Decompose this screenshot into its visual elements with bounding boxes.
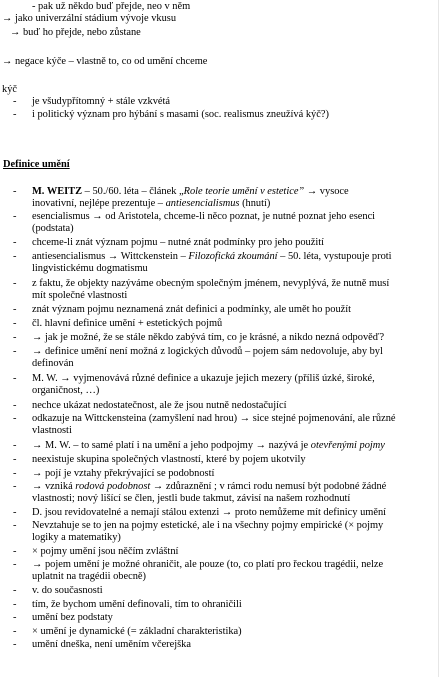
list-item-text: znát význam pojmu neznamená znát definici a podmínky, ale umět ho použít [32, 304, 352, 315]
list-item-text: i politický význam pro hýbání s masami (soc. realismus zneužívá kýč?) [32, 109, 329, 120]
text-fragment: lingvistickému dogmatismu [32, 263, 148, 275]
bullet-dash: - [13, 468, 17, 479]
text-fragment: uplatnit na tragédii obecně) [32, 571, 146, 583]
list-item-text: je všudypřítomný + stále vzkvétá [32, 96, 171, 107]
bullet-dash: - [13, 211, 17, 222]
bullet-dash: - [13, 304, 17, 315]
book-title: Filozofická zkoumání [188, 251, 278, 262]
list-item-text [32, 346, 436, 371]
list-item-text: neexistuje skupina společných vlastností, které by pojem ukotvily [32, 454, 306, 465]
intro-line-4: → negace kýče – vlastně to, co od umění chceme [2, 56, 208, 67]
text-fragment: → vzniká [32, 481, 76, 492]
list-item-text: čl. hlavní definice umění + estetických pojmů [32, 318, 223, 329]
list-item-text [32, 186, 436, 211]
intro-line-2: → jako univerzální stádium vývoje vkusu [2, 13, 177, 24]
text-fragment: → zdůraznění ; v rámci rodu nemusí být podobné žádné [150, 481, 387, 492]
bullet-dash: - [13, 639, 17, 650]
text-fragment: esencialismus → od Aristotela, chceme-li něco poznat, je nutné poznat jeho esenci [32, 211, 376, 222]
bullet-dash: - [13, 481, 17, 492]
text-fragment: (hnutí) [239, 198, 271, 210]
text-fragment: (podstata) [32, 223, 74, 235]
bullet-dash: - [13, 626, 17, 637]
list-item-text [32, 559, 436, 584]
intro-line-3: → buď ho přejde, nebo zůstane [10, 27, 141, 38]
list-item-text: → jak je možné, že se stále někdo zabývá tím, co je krásné, a nikdo nezná odpověď? [32, 332, 385, 343]
text-fragment: Nevztahuje se to jen na pojmy estetické, ale i na všechny pojmy empirické (× pojmy [32, 520, 384, 531]
intro-line-1: - pak už někdo buď přejde, neo v něm [32, 1, 191, 12]
term-italic: rodová podobnost [75, 481, 151, 492]
bullet-dash: - [13, 251, 17, 262]
text-fragment: M. W. → vyjmenovává různé definice a ukazuje jejich mezery (příliš úzké, široké, [32, 373, 375, 384]
bullet-dash: - [13, 559, 17, 570]
list-item-text [32, 373, 436, 398]
list-item-text: × umění je dynamické (= základní charakteristika) [32, 626, 242, 637]
list-item-text: × pojmy umění jsou něčím zvláštní [32, 546, 179, 557]
text-fragment: odkazuje na Wittckensteina (zamyšlení nad hrou) → sice stejné pojmenování, ale různé [32, 413, 396, 424]
text-fragment: mít společné vlastnosti [32, 290, 128, 302]
list-item-text: D. jsou revidovatelné a nemají stálou extenzi → proto nemůžeme mít definicy umění [32, 507, 387, 518]
text-fragment: – 50./60. léta – článek „ [82, 186, 184, 197]
kyc-label: kýč [2, 84, 18, 95]
list-item-text [32, 413, 436, 438]
bullet-dash: - [13, 186, 17, 197]
bullet-dash: - [13, 237, 17, 248]
term-italic: otevřenými pojmy [310, 440, 385, 451]
list-item-text [32, 440, 436, 452]
text-fragment: antiesencialismus → Wittckenstein – [32, 251, 189, 262]
article-title: Role teorie umění v estetice” [183, 186, 305, 197]
bullet-dash: - [13, 507, 17, 518]
list-item-text: chceme-li znát význam pojmu – nutné znát podmínky pro jeho použití [32, 237, 325, 248]
text-fragment: vlastnosti [32, 425, 72, 437]
term-italic: antiesencialismus [165, 198, 240, 210]
bullet-dash: - [13, 454, 17, 465]
text-fragment: → M. W. – to samé platí i na umění a jeho podpojmy → nazývá je [32, 440, 311, 451]
bullet-dash: - [13, 413, 17, 424]
bullet-dash: - [13, 278, 17, 289]
bullet-dash: - [13, 346, 17, 357]
bullet-dash: - [13, 612, 17, 623]
text-fragment: definován [32, 358, 74, 370]
bullet-dash: - [13, 332, 17, 343]
bullet-dash: - [13, 318, 17, 329]
bullet-dash: - [13, 96, 17, 107]
bullet-dash: - [13, 546, 17, 557]
list-item-text [32, 211, 436, 236]
text-fragment: z faktu, že objekty nazýváme obecným společným jménem, nevyplývá, že nutně musí [32, 278, 390, 289]
bullet-dash: - [13, 109, 17, 120]
author-name: M. WEITZ [32, 186, 83, 197]
list-item-text [32, 520, 436, 545]
list-item-text: → pojí je vztahy překrývající se podobností [32, 468, 215, 479]
text-fragment: → vysoce [304, 186, 349, 197]
text-fragment: organičnost, …) [32, 385, 100, 397]
bullet-dash: - [13, 400, 17, 411]
text-fragment: logiky a matematiky) [32, 532, 121, 544]
list-item-text: umění bez podstaty [32, 612, 113, 623]
bullet-dash: - [13, 520, 17, 531]
list-item-text [32, 481, 436, 506]
list-item-text: v. do současnosti [32, 585, 103, 596]
text-fragment: vlastnosti; nový lišící se člen, jestli bude takmut, závisí na našem rozhodnutí [32, 493, 351, 505]
text-fragment: inovativní, nejlépe prezentuje – [32, 198, 166, 210]
list-item-text: tím, že bychom umění definovali, tím to ohraničili [32, 599, 242, 610]
list-item-text: umění dneška, není uměním včerejška [32, 639, 191, 650]
list-item-text [32, 278, 436, 303]
bullet-dash: - [13, 585, 17, 596]
bullet-dash: - [13, 440, 17, 451]
text-fragment: → pojem umění je možné ohraničit, ale pouze (to, co platí pro řeckou tragédii, nelze [32, 559, 384, 570]
text-fragment: → definice umění není možná z logických důvodů – pojem sám nedovoluje, aby byl [32, 346, 383, 357]
bullet-dash: - [13, 373, 17, 384]
section-heading: Definice umění [3, 159, 70, 170]
list-item-text [32, 251, 436, 276]
text-fragment: – 50. léta, vystupouje proti [277, 251, 392, 262]
bullet-dash: - [13, 599, 17, 610]
list-item-text: nechce ukázat nedostatečnost, ale že jsou nutně nedostačující [32, 400, 287, 411]
